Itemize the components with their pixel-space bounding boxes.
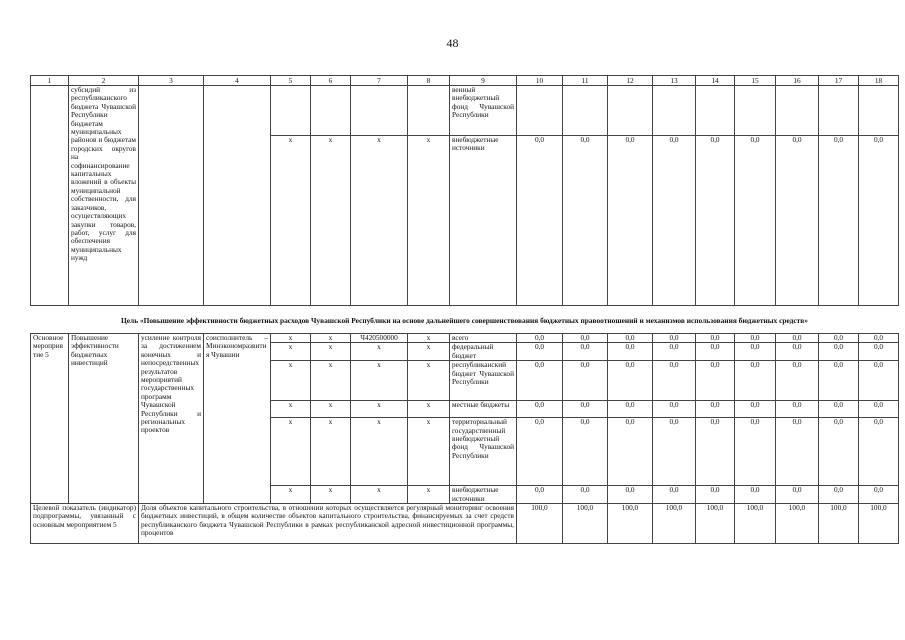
table-cell: x: [271, 486, 311, 504]
funding-source-cell: всего: [450, 334, 517, 343]
value-cell: 0,0: [517, 334, 563, 343]
table-cell: [204, 86, 271, 306]
event-result-cell: усиление контроля за достижением конечных и непосредственных результатов мероприятий государственных программ Чувашской Республики и региональных проектов: [139, 334, 204, 504]
value-cell: 0,0: [859, 418, 899, 486]
value-cell: 0,0: [735, 361, 776, 401]
funding-source-cell: внебюджетные источники: [450, 486, 517, 504]
table-cell: x: [271, 136, 311, 306]
value-cell: 0,0: [735, 334, 776, 343]
goal-row: [31, 306, 899, 334]
value-cell: 0,0: [653, 334, 696, 343]
value-cell: 0,0: [608, 401, 653, 418]
header-cell: 4: [204, 76, 271, 86]
indicator-label: Целевой показатель (индикатор) подпрограммы, увязанный с основным мероприятием 5: [31, 504, 139, 544]
value-cell: 0,0: [608, 486, 653, 504]
table-cell: [311, 86, 351, 136]
event-executor-cell: соисполнитель – Минэкономразвития Чувашии: [204, 334, 271, 504]
table-cell: x: [271, 334, 311, 343]
header-cell: 14: [696, 76, 735, 86]
event-number-cell: Основное мероприятие 5: [31, 334, 69, 504]
value-cell: 0,0: [776, 418, 819, 486]
value-cell: 0,0: [776, 136, 819, 306]
value-cell: 0,0: [608, 136, 653, 306]
table-cell: [653, 86, 696, 136]
table-cell: x: [311, 486, 351, 504]
value-cell: 0,0: [563, 401, 608, 418]
header-cell: 18: [859, 76, 899, 86]
value-cell: 0,0: [776, 486, 819, 504]
value-cell: 0,0: [653, 401, 696, 418]
table-cell: x: [408, 401, 450, 418]
value-cell: 0,0: [735, 401, 776, 418]
value-cell: 0,0: [776, 334, 819, 343]
funding-source-cell: венный внебюджетный фонд Чувашской Республики: [450, 86, 517, 136]
value-cell: 100,0: [517, 504, 563, 544]
value-cell: 0,0: [735, 343, 776, 361]
value-cell: 0,0: [819, 361, 859, 401]
value-cell: 0,0: [859, 334, 899, 343]
value-cell: 0,0: [563, 334, 608, 343]
value-cell: 0,0: [776, 361, 819, 401]
header-cell: 17: [819, 76, 859, 86]
table-cell: [139, 86, 204, 306]
value-cell: 0,0: [517, 343, 563, 361]
value-cell: 0,0: [859, 486, 899, 504]
value-cell: 0,0: [819, 334, 859, 343]
funding-source-cell: местные бюджеты: [450, 401, 517, 418]
table-cell: [819, 86, 859, 136]
table-cell: x: [408, 136, 450, 306]
value-cell: 0,0: [859, 361, 899, 401]
value-cell: 0,0: [653, 486, 696, 504]
value-cell: 100,0: [776, 504, 819, 544]
table-cell: x: [351, 401, 408, 418]
header-cell: 13: [653, 76, 696, 86]
table-cell: [735, 86, 776, 136]
table-cell: x: [311, 136, 351, 306]
funding-source-cell: внебюджетные источники: [450, 136, 517, 306]
event-name-cell: Повышение эффективности бюджетных инвестиций: [69, 334, 139, 504]
value-cell: 0,0: [776, 343, 819, 361]
value-cell: 0,0: [653, 136, 696, 306]
value-cell: 100,0: [653, 504, 696, 544]
header-cell: 1: [31, 76, 69, 86]
funding-source-cell: республиканский бюджет Чувашской Республики: [450, 361, 517, 401]
table-cell: x: [271, 401, 311, 418]
table-cell: x: [271, 418, 311, 486]
value-cell: 0,0: [696, 136, 735, 306]
table-cell: x: [351, 136, 408, 306]
table-cell: [271, 86, 311, 136]
table-cell: x: [408, 343, 450, 361]
value-cell: 0,0: [517, 136, 563, 306]
indicator-text: Доля объектов капитального строительства, в отношении которых осуществляется регулярный мониторинг освоения бюджетных инвестиций, в общем количестве объектов капитального строительства, финансируемых за счет средств республиканского бюджета Чувашской Республики в рамках республиканской адресной инвестиционной программы, процентов: [139, 504, 517, 544]
table-cell: x: [311, 401, 351, 418]
table-cell: x: [311, 418, 351, 486]
table-row: [31, 334, 899, 343]
value-cell: 100,0: [608, 504, 653, 544]
header-cell: 6: [311, 76, 351, 86]
funding-source-cell: федеральный бюджет: [450, 343, 517, 361]
table-cell: x: [408, 334, 450, 343]
value-cell: 0,0: [819, 486, 859, 504]
table-cell: [31, 86, 69, 306]
value-cell: 100,0: [696, 504, 735, 544]
header-cell: 7: [351, 76, 408, 86]
indicator-row: [31, 504, 899, 544]
value-cell: 0,0: [819, 136, 859, 306]
table-cell: x: [408, 486, 450, 504]
table-cell: x: [271, 343, 311, 361]
value-cell: 100,0: [819, 504, 859, 544]
value-cell: 0,0: [653, 361, 696, 401]
value-cell: 100,0: [735, 504, 776, 544]
header-cell: 12: [608, 76, 653, 86]
table-cell: [696, 86, 735, 136]
value-cell: 0,0: [859, 401, 899, 418]
value-cell: 0,0: [859, 343, 899, 361]
value-cell: 0,0: [517, 418, 563, 486]
header-cell: 16: [776, 76, 819, 86]
value-cell: 0,0: [517, 401, 563, 418]
table-cell: x: [351, 361, 408, 401]
goal-heading: Цель «Повышение эффективности бюджетных расходов Чувашской Республики на основе дальнейшего совершенствования бюджетных правоотношений и механизмов использования бюджетных средств»: [31, 306, 899, 334]
value-cell: 0,0: [696, 486, 735, 504]
value-cell: 0,0: [735, 486, 776, 504]
table-cell: x: [311, 361, 351, 401]
value-cell: 0,0: [608, 334, 653, 343]
value-cell: 0,0: [653, 343, 696, 361]
page-number: 48: [446, 36, 459, 50]
header-cell: 10: [517, 76, 563, 86]
funding-source-cell: территориальный государственный внебюджетный фонд Чувашской Республики: [450, 418, 517, 486]
value-cell: 0,0: [819, 343, 859, 361]
value-cell: 0,0: [696, 361, 735, 401]
header-cell: 15: [735, 76, 776, 86]
value-cell: 0,0: [608, 361, 653, 401]
table-cell: x: [271, 361, 311, 401]
table-cell: x: [351, 486, 408, 504]
table-cell: [351, 86, 408, 136]
value-cell: 0,0: [859, 136, 899, 306]
header-cell: 11: [563, 76, 608, 86]
value-cell: 0,0: [608, 343, 653, 361]
value-cell: 100,0: [563, 504, 608, 544]
table-cell: x: [351, 418, 408, 486]
table-cell: x: [408, 418, 450, 486]
table-cell: [408, 86, 450, 136]
header-cell: 3: [139, 76, 204, 86]
table-cell: [859, 86, 899, 136]
value-cell: 0,0: [819, 401, 859, 418]
value-cell: 0,0: [735, 136, 776, 306]
value-cell: 0,0: [819, 418, 859, 486]
table-cell: [517, 86, 563, 136]
table-cell: x: [408, 361, 450, 401]
value-cell: 0,0: [608, 418, 653, 486]
value-cell: 0,0: [696, 343, 735, 361]
value-cell: 0,0: [653, 418, 696, 486]
value-cell: 0,0: [696, 401, 735, 418]
value-cell: 0,0: [563, 418, 608, 486]
table-row: [31, 86, 899, 136]
value-cell: 0,0: [517, 361, 563, 401]
header-row: [31, 76, 899, 86]
header-cell: 9: [450, 76, 517, 86]
value-cell: 0,0: [563, 136, 608, 306]
header-cell: 5: [271, 76, 311, 86]
value-cell: 0,0: [696, 418, 735, 486]
table-cell: [608, 86, 653, 136]
table-cell: [563, 86, 608, 136]
value-cell: 0,0: [776, 401, 819, 418]
value-cell: 100,0: [859, 504, 899, 544]
table-cell: x: [311, 334, 351, 343]
table-cell: x: [311, 343, 351, 361]
value-cell: 0,0: [563, 361, 608, 401]
value-cell: 0,0: [563, 343, 608, 361]
table-cell: x: [351, 343, 408, 361]
event-description-cell: субсидий из республиканского бюджета Чувашской Республики бюджетам муниципальных районов и бюджетам городских округов на софинансирование капитальных вложений в объекты муниципальной собственности, для заказчиков, осуществляющих закупки товаров, работ, услуг для обеспечения муниципальных нужд: [69, 86, 139, 306]
value-cell: 0,0: [517, 486, 563, 504]
value-cell: 0,0: [696, 334, 735, 343]
value-cell: 0,0: [563, 486, 608, 504]
table-cell: Ч420500000: [351, 334, 408, 343]
budget-table: [30, 75, 899, 544]
header-cell: 2: [69, 76, 139, 86]
value-cell: 0,0: [735, 418, 776, 486]
header-cell: 8: [408, 76, 450, 86]
table-cell: [776, 86, 819, 136]
